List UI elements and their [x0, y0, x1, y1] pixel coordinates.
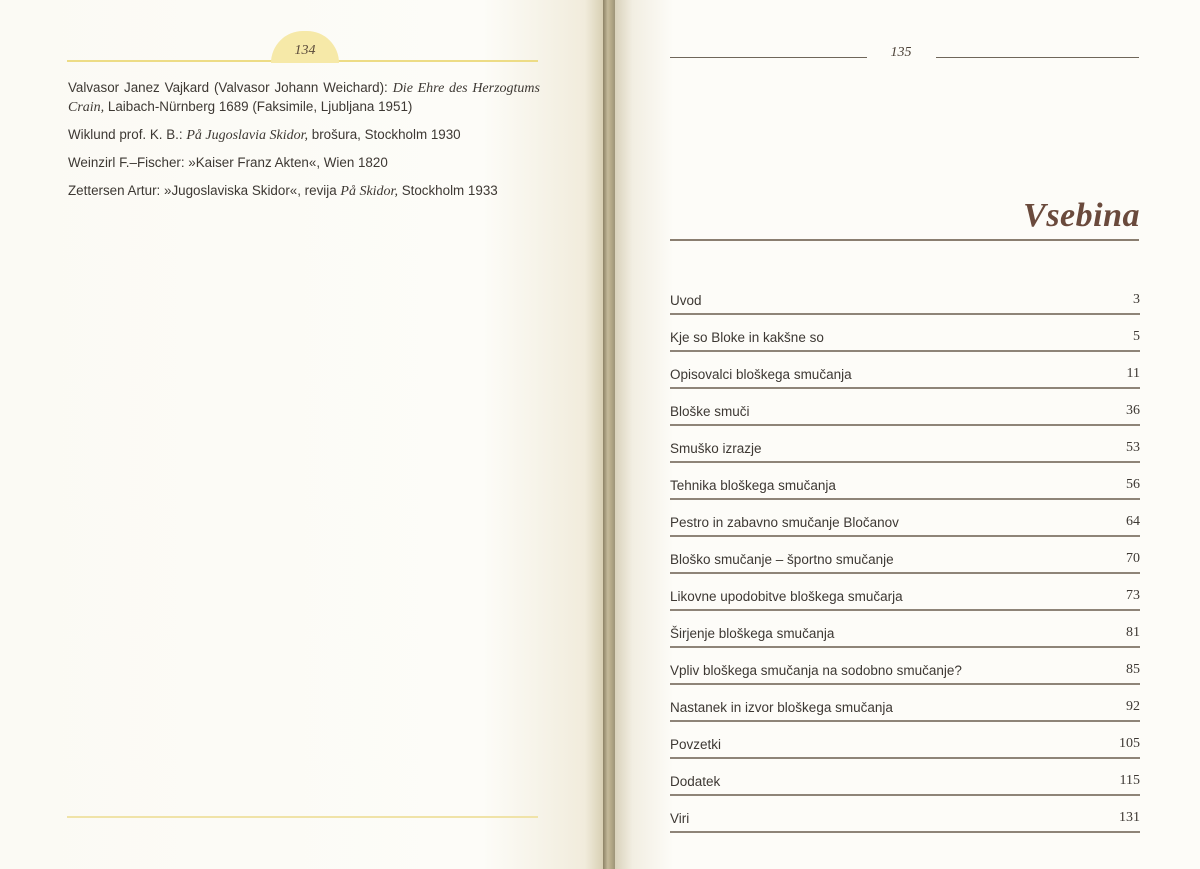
toc-entry-page: 5: [1133, 329, 1140, 344]
right-header-rule-right: [936, 57, 1139, 58]
right-page: [615, 0, 1200, 869]
toc-entry-page: 11: [1126, 366, 1140, 381]
toc-entry[interactable]: [670, 317, 1140, 352]
toc-entry-page: 85: [1126, 662, 1140, 677]
toc-entry-title: Bloško smučanje – športno smučanje: [670, 552, 894, 567]
toc-entry-title: Povzetki: [670, 737, 722, 752]
left-page-number-badge: [271, 31, 339, 63]
toc-entry[interactable]: [670, 354, 1140, 389]
toc-entry-page: 115: [1119, 773, 1140, 788]
toc-entry-page: 131: [1119, 810, 1140, 825]
bibliography-list: [68, 79, 540, 210]
table-of-contents: [670, 280, 1140, 835]
bibliography-entry: Valvasor Janez Vajkard (Valvasor Johann Weichard): Die Ehre des Herzogtums Crain, Laibach-Nürnberg 1689 (Faksimile, Ljubljana 1951): [68, 80, 540, 115]
left-page-number: 134: [294, 43, 316, 58]
toc-entry-page: 81: [1126, 625, 1140, 640]
toc-entry-page: 92: [1126, 699, 1140, 714]
toc-entry-title: Likovne upodobitve bloškega smučarja: [670, 589, 903, 604]
toc-entry[interactable]: [670, 539, 1140, 574]
toc-entry[interactable]: [670, 576, 1140, 611]
book-gutter: [603, 0, 615, 869]
toc-entry-title: Tehnika bloškega smučanja: [670, 478, 836, 493]
toc-entry-page: 73: [1126, 588, 1140, 603]
bibliography-entry: Zettersen Artur: »Jugoslaviska Skidor«, revija På Skidor, Stockholm 1933: [68, 183, 498, 199]
bibliography-entry: Weinzirl F.–Fischer: »Kaiser Franz Akten«, Wien 1820: [68, 155, 388, 170]
toc-entry-title: Pestro in zabavno smučanje Bločanov: [670, 515, 899, 530]
bibliography-entry: Wiklund prof. K. B.: På Jugoslavia Skidor, brošura, Stockholm 1930: [68, 127, 461, 143]
right-page-number: 135: [890, 45, 912, 60]
toc-entry-title: Kje so Bloke in kakšne so: [670, 330, 824, 345]
toc-entry-page: 105: [1119, 736, 1140, 751]
toc-entry[interactable]: [670, 391, 1140, 426]
toc-entry[interactable]: [670, 613, 1140, 648]
toc-entry-title: Bloške smuči: [670, 404, 750, 419]
toc-entry-title: Opisovalci bloškega smučanja: [670, 367, 852, 382]
toc-entry-page: 56: [1126, 477, 1140, 492]
toc-entry-title: Smuško izrazje: [670, 441, 762, 456]
toc-entry[interactable]: [670, 761, 1140, 796]
toc-entry[interactable]: [670, 428, 1140, 463]
toc-entry-title: Nastanek in izvor bloškega smučanja: [670, 700, 893, 715]
toc-entry-title: Dodatek: [670, 774, 721, 789]
toc-entry-title: Širjenje bloškega smučanja: [670, 626, 835, 641]
toc-entry-title: Uvod: [670, 293, 702, 308]
toc-entry[interactable]: [670, 280, 1140, 315]
toc-entry-page: 53: [1126, 440, 1140, 455]
toc-entry-page: 70: [1126, 551, 1140, 566]
toc-entry-page: 3: [1133, 292, 1140, 307]
toc-entry-page: 64: [1126, 514, 1140, 529]
toc-entry[interactable]: [670, 502, 1140, 537]
toc-entry[interactable]: [670, 687, 1140, 722]
title-rule: [670, 239, 1139, 241]
toc-entry-title: Vpliv bloškega smučanja na sodobno smučanje?: [670, 663, 962, 678]
toc-entry-page: 36: [1126, 403, 1140, 418]
contents-title: Vsebina: [1023, 197, 1140, 234]
right-header-rule-left: [670, 57, 867, 58]
toc-entry[interactable]: [670, 465, 1140, 500]
toc-entry[interactable]: [670, 650, 1140, 685]
toc-entry-title: Viri: [670, 811, 690, 826]
toc-entry[interactable]: [670, 724, 1140, 759]
toc-entry[interactable]: [670, 798, 1140, 833]
left-footer-rule: [67, 816, 538, 818]
